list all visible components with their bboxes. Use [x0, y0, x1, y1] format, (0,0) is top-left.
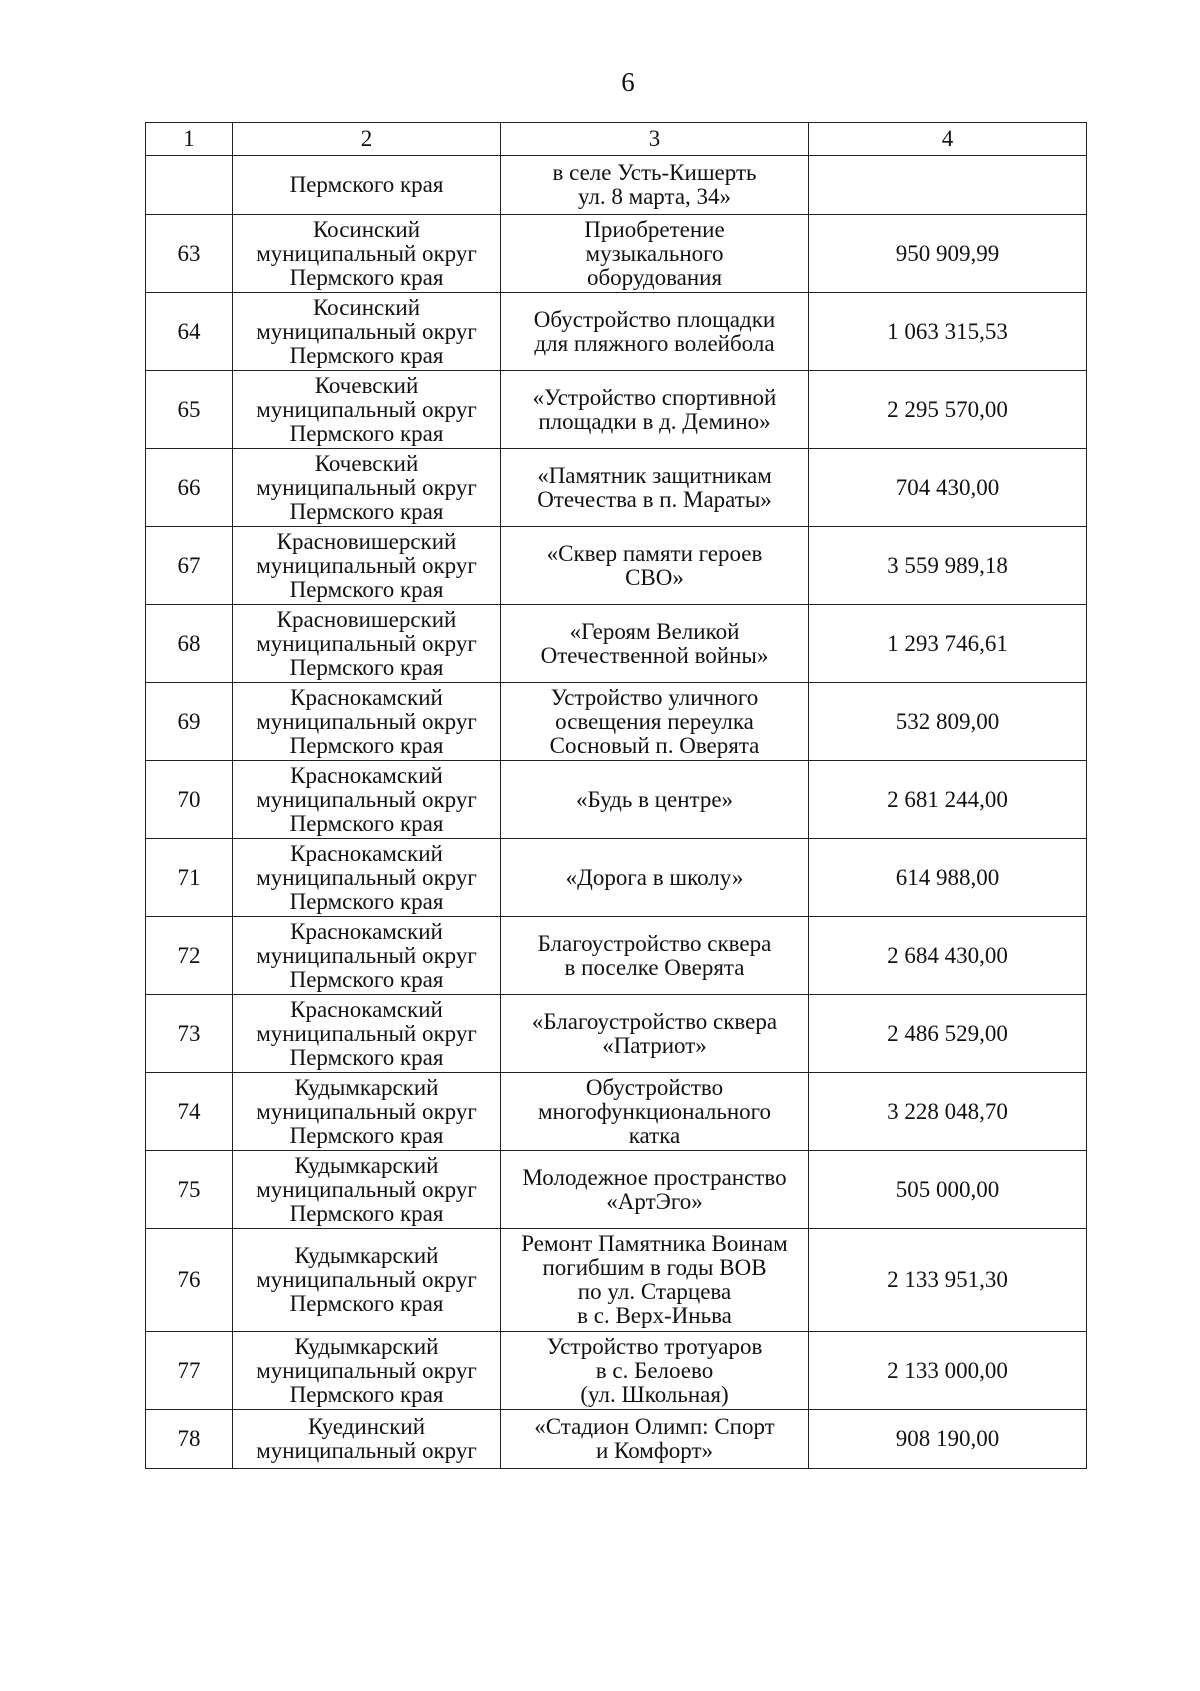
table-row [146, 293, 1087, 371]
cell-line: и Комфорт» [595, 1438, 714, 1463]
cell-line: оборудования [586, 264, 723, 290]
cell-line: муниципальный округ [256, 240, 477, 266]
cell-line: Краснокамский [290, 762, 443, 788]
cell-line: Кудымкарский [294, 1152, 439, 1178]
project-name-cell [501, 156, 809, 215]
cell-line: Пермского края [289, 810, 444, 836]
project-name-cell [501, 371, 809, 449]
amount-cell: 532 809,00 [809, 683, 1087, 761]
cell-line: Пермского края [289, 966, 444, 992]
cell-line: Кочевский [314, 372, 419, 398]
cell-line: муниципальный округ [256, 1176, 477, 1202]
cell-line: Обустройство площадки [533, 306, 776, 332]
cell-line: (ул. Школьная) [580, 1381, 729, 1407]
cell-line: муниципальный округ [256, 474, 477, 500]
cell-line: Благоустройство сквера [537, 930, 772, 956]
table-row [146, 449, 1087, 527]
cell-line: Пермского края [289, 732, 444, 758]
cell-line: Краснокамский [290, 840, 443, 866]
cell-line: Устройство тротуаров [546, 1333, 763, 1359]
table-row [146, 1073, 1087, 1151]
cell-line: Куединский [307, 1414, 426, 1439]
cell-line: ул. 8 марта, 34» [577, 184, 732, 209]
cell-line: в селе Усть-Кишерть [552, 160, 757, 185]
cell-line: Пермского края [289, 172, 444, 197]
table-row [146, 1151, 1087, 1229]
cell-line: муниципальный округ [256, 396, 477, 422]
cell-line: Приобретение [584, 216, 725, 242]
row-number-cell: 71 [146, 839, 233, 917]
cell-line: «Стадион Олимп: Спорт [534, 1414, 775, 1439]
amount-cell: 2 684 430,00 [809, 917, 1087, 995]
cell-line: Пермского края [289, 1122, 444, 1148]
project-name-cell [501, 215, 809, 293]
cell-line: «Сквер памяти героев [546, 540, 763, 566]
amount-cell: 2 681 244,00 [809, 761, 1087, 839]
cell-line: Пермского края [289, 654, 444, 680]
table-row [146, 917, 1087, 995]
municipality-cell [233, 683, 501, 761]
project-name-cell [501, 1151, 809, 1229]
amount-cell: 505 000,00 [809, 1151, 1087, 1229]
table-row [146, 215, 1087, 293]
row-number-cell: 75 [146, 1151, 233, 1229]
cell-line: Ремонт Памятника Воинам [521, 1231, 788, 1256]
cell-line: Краснокамский [290, 684, 443, 710]
cell-line: «Патриот» [602, 1032, 707, 1058]
row-number-cell: 67 [146, 527, 233, 605]
cell-line: муниципальный округ [256, 1020, 477, 1046]
row-number-cell: 69 [146, 683, 233, 761]
project-name-cell [501, 683, 809, 761]
cell-line: Кудымкарский [294, 1333, 439, 1359]
cell-line: Пермского края [289, 1044, 444, 1070]
row-number-cell: 74 [146, 1073, 233, 1151]
cell-line: Косинский [312, 216, 421, 242]
table-row [146, 156, 1087, 215]
cell-line: «АртЭго» [606, 1188, 703, 1214]
cell-line: для пляжного волейбола [534, 330, 775, 356]
cell-line: Отечества в п. Мараты» [537, 486, 772, 512]
row-number-cell [146, 156, 233, 215]
cell-line: муниципальный округ [256, 1438, 477, 1463]
cell-line: «Дорога в школу» [565, 864, 744, 890]
table-row [146, 605, 1087, 683]
cell-line: муниципальный округ [256, 942, 477, 968]
projects-table-body [146, 123, 1087, 1469]
table-row [146, 371, 1087, 449]
project-name-cell [501, 1410, 809, 1469]
municipality-cell [233, 1151, 501, 1229]
row-number-cell: 63 [146, 215, 233, 293]
cell-line: Пермского края [289, 498, 444, 524]
project-name-cell [501, 917, 809, 995]
cell-line: Молодежное пространство [522, 1164, 787, 1190]
cell-line: «Будь в центре» [575, 786, 734, 812]
cell-line: катка [628, 1122, 681, 1148]
cell-line: Пермского края [289, 1200, 444, 1226]
cell-line: Пермского края [289, 576, 444, 602]
row-number-cell: 66 [146, 449, 233, 527]
cell-line: в поселке Оверята [564, 954, 745, 980]
row-number-cell: 64 [146, 293, 233, 371]
cell-line: муниципальный округ [256, 786, 477, 812]
cell-line: в с. Верх-Иньва [577, 1303, 732, 1328]
cell-line: муниципальный округ [256, 630, 477, 656]
cell-line: Красновишерский [276, 528, 457, 554]
cell-line: Кудымкарский [294, 1243, 439, 1268]
cell-line: Краснокамский [290, 996, 443, 1022]
cell-line: муниципальный округ [256, 864, 477, 890]
cell-line: Пермского края [289, 1291, 444, 1316]
cell-line: Пермского края [289, 342, 444, 368]
cell-line: СВО» [625, 564, 684, 590]
header-cell-col-2: 2 [233, 123, 501, 156]
project-name-cell [501, 293, 809, 371]
row-number-cell: 70 [146, 761, 233, 839]
table-row [146, 995, 1087, 1073]
cell-line: Устройство уличного [550, 684, 759, 710]
cell-line: «Героям Великой [569, 618, 740, 644]
cell-line: Кудымкарский [294, 1074, 439, 1100]
table-header-row [146, 123, 1087, 156]
project-name-cell [501, 995, 809, 1073]
cell-line: муниципальный округ [256, 1267, 477, 1292]
cell-line: Обустройство [585, 1074, 724, 1100]
municipality-cell [233, 917, 501, 995]
table-row [146, 683, 1087, 761]
project-name-cell [501, 527, 809, 605]
project-name-cell [501, 449, 809, 527]
cell-line: Пермского края [289, 420, 444, 446]
cell-line: Пермского края [289, 1381, 444, 1407]
municipality-cell [233, 1332, 501, 1410]
amount-cell: 2 486 529,00 [809, 995, 1087, 1073]
project-name-cell [501, 1332, 809, 1410]
cell-line: освещения переулка [555, 708, 754, 734]
cell-line: муниципальный округ [256, 1357, 477, 1383]
cell-line: «Устройство спортивной [532, 384, 777, 410]
municipality-cell [233, 995, 501, 1073]
amount-cell: 3 559 989,18 [809, 527, 1087, 605]
cell-line: Косинский [312, 294, 421, 320]
municipality-cell [233, 605, 501, 683]
amount-cell: 950 909,99 [809, 215, 1087, 293]
cell-line: муниципальный округ [256, 318, 477, 344]
cell-line: Отечественной войны» [540, 642, 769, 668]
table-row [146, 761, 1087, 839]
cell-line: Краснокамский [290, 918, 443, 944]
header-cell-col-1: 1 [146, 123, 233, 156]
municipality-cell [233, 1073, 501, 1151]
table-row [146, 1229, 1087, 1332]
municipality-cell [233, 1229, 501, 1332]
amount-cell: 2 133 000,00 [809, 1332, 1087, 1410]
municipality-cell [233, 839, 501, 917]
amount-cell: 2 133 951,30 [809, 1229, 1087, 1332]
table-row [146, 1332, 1087, 1410]
project-name-cell [501, 1229, 809, 1332]
project-name-cell [501, 761, 809, 839]
header-cell-col-4: 4 [809, 123, 1087, 156]
municipality-cell [233, 293, 501, 371]
row-number-cell: 76 [146, 1229, 233, 1332]
cell-line: площадки в д. Демино» [538, 408, 771, 434]
municipality-cell [233, 449, 501, 527]
table-row [146, 839, 1087, 917]
cell-line: многофункционального [537, 1098, 771, 1124]
row-number-cell: 65 [146, 371, 233, 449]
cell-line: «Благоустройство сквера [531, 1008, 778, 1034]
cell-line: погибшим в годы ВОВ [542, 1255, 767, 1280]
cell-line: Красновишерский [276, 606, 457, 632]
amount-cell: 2 295 570,00 [809, 371, 1087, 449]
cell-line: муниципальный округ [256, 1098, 477, 1124]
cell-line: «Памятник защитникам [537, 462, 772, 488]
amount-cell: 3 228 048,70 [809, 1073, 1087, 1151]
project-name-cell [501, 1073, 809, 1151]
municipality-cell [233, 527, 501, 605]
municipality-cell [233, 1410, 501, 1469]
amount-cell: 908 190,00 [809, 1410, 1087, 1469]
table-row [146, 1410, 1087, 1469]
cell-line: муниципальный округ [256, 552, 477, 578]
amount-cell [809, 156, 1087, 215]
amount-cell: 614 988,00 [809, 839, 1087, 917]
municipality-cell [233, 215, 501, 293]
cell-line: Кочевский [314, 450, 419, 476]
cell-line: в с. Белоево [595, 1357, 714, 1383]
cell-line: муниципальный округ [256, 708, 477, 734]
table-row [146, 527, 1087, 605]
cell-line: Пермского края [289, 264, 444, 290]
row-number-cell: 68 [146, 605, 233, 683]
amount-cell: 704 430,00 [809, 449, 1087, 527]
municipality-cell [233, 156, 501, 215]
row-number-cell: 72 [146, 917, 233, 995]
row-number-cell: 78 [146, 1410, 233, 1469]
municipality-cell [233, 371, 501, 449]
amount-cell: 1 063 315,53 [809, 293, 1087, 371]
cell-line: Пермского края [289, 888, 444, 914]
projects-table [145, 122, 1087, 1469]
cell-line: музыкального [585, 240, 724, 266]
page-number: 6 [621, 67, 635, 97]
municipality-cell [233, 761, 501, 839]
row-number-cell: 77 [146, 1332, 233, 1410]
project-name-cell [501, 839, 809, 917]
cell-line: по ул. Старцева [577, 1279, 732, 1304]
project-name-cell [501, 605, 809, 683]
row-number-cell: 73 [146, 995, 233, 1073]
header-cell-col-3: 3 [501, 123, 809, 156]
amount-cell: 1 293 746,61 [809, 605, 1087, 683]
cell-line: Сосновый п. Оверята [549, 732, 760, 758]
